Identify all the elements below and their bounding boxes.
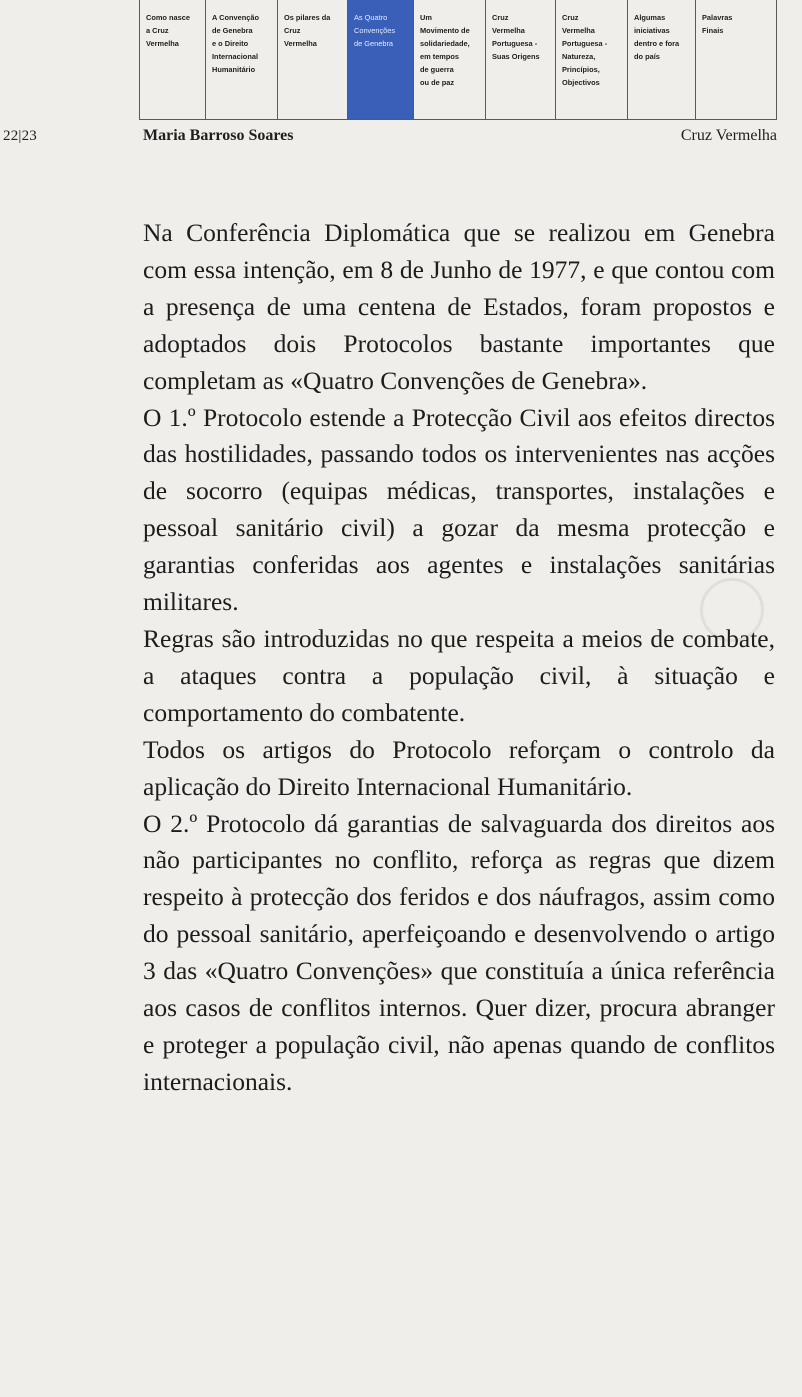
paragraph: Todos os artigos do Protocolo reforçam o controlo da aplicação do Direito Internacional Humanitário. [143,734,775,801]
paragraph: Na Conferência Diplomática que se realizou em Genebra com essa intenção, em 8 de Junho de 1977, e que contou com a presença de uma centena de Estados, foram propostos e adoptados dois Protocolos bastante importantes que completam as «Quatro Convenções de Genebra». [143,218,775,395]
nav-item-cvp-origens[interactable]: Cruz Vermelha Portuguesa - Suas Origens [486,0,556,119]
nav-item-cvp-natureza[interactable]: Cruz Vermelha Portuguesa - Natureza, Princípios, Objectivos [556,0,628,119]
paragraph: O 1.º Protocolo estende a Protecção Civil aos efeitos directos das hostilidades, passando todos os intervenientes nas acções de socorro (equipas médicas, transportes, instalações e pessoal sanitário civil) a gozar da mesma protecção e garantias conferidas aos agentes e instalações sanitárias militares. [143,402,775,617]
section-title: Cruz Vermelha [680,127,777,144]
body-text [143,215,775,1101]
nav-item-convencao-genebra[interactable]: A Convenção de Genebra e o Direito Internacional Humanitário [206,0,278,119]
paragraph: O 2.º Protocolo dá garantias de salvaguarda dos direitos aos não participantes no conflito, reforça as regras que dizem respeito à protecção dos feridos e dos náufragos, assim como do pessoal sanitário, aperfeiçoando e desenvolvendo o artigo 3 das «Quatro Convenções» que constituía a única referência aos casos de conflitos internos. Quer dizer, procura abranger e proteger a população civil, não apenas quando de conflitos internacionais. [143,808,775,1096]
nav-item-palavras-finais[interactable]: Palavras Finais [696,0,777,119]
nav-item-movimento-solidariedade[interactable]: Um Movimento de solidariedade, em tempos de guerra ou de paz [414,0,486,119]
page-numbers: 22|23 [3,128,38,144]
nav-item-iniciativas[interactable]: Algumas iniciativas dentro e fora do país [628,0,696,119]
nav-item-quatro-convencoes[interactable]: As Quatro Convenções de Genebra [348,0,414,119]
author-name: Maria Barroso Soares [143,127,294,144]
nav-item-como-nasce[interactable]: Como nasce a Cruz Vermelha [140,0,206,119]
paragraph: Regras são introduzidas no que respeita a meios de combate, a ataques contra a população civil, à situação e comportamento do combatente. [143,623,775,727]
nav-item-pilares[interactable]: Os pilares da Cruz Vermelha [278,0,348,119]
chapter-navigation [139,0,777,120]
